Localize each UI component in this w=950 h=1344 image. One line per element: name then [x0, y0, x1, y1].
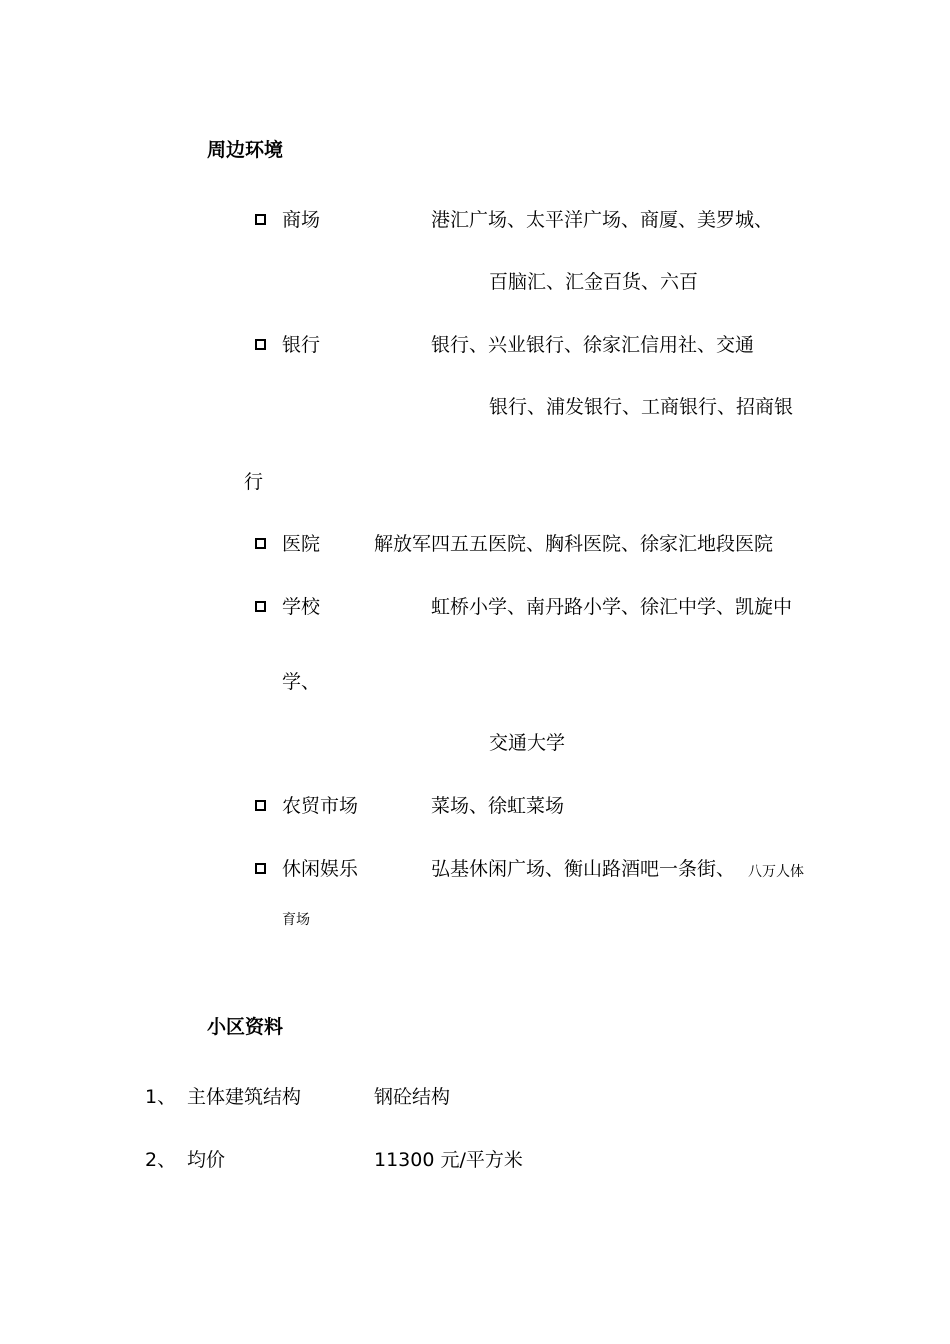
item-value-line: 育场	[282, 912, 310, 928]
list-label: 均价	[187, 1149, 226, 1171]
bullet-box-icon	[255, 601, 266, 612]
bullet-box-icon	[255, 800, 266, 811]
item-label: 医院	[282, 533, 321, 555]
section-heading-surroundings: 周边环境	[207, 139, 284, 161]
section-heading-community: 小区资料	[207, 1016, 284, 1038]
item-label: 商场	[282, 209, 321, 231]
item-value-line: 弘基休闲广场、衡山路酒吧一条街、	[431, 858, 736, 880]
item-value-line: 港汇广场、太平洋广场、商厦、美罗城、	[431, 209, 774, 231]
item-value-line: 虹桥小学、南丹路小学、徐汇中学、凯旋中	[431, 596, 793, 618]
item-label: 学校	[282, 596, 321, 618]
item-value-line: 银行、兴业银行、徐家汇信用社、交通	[431, 334, 755, 356]
list-value: 11300 元/平方米	[374, 1149, 523, 1171]
list-label: 主体建筑结构	[187, 1086, 302, 1108]
item-value-line: 百脑汇、汇金百货、六百	[489, 271, 699, 293]
list-number: 1、	[145, 1086, 177, 1108]
item-value-line: 交通大学	[489, 732, 566, 754]
list-number: 2、	[145, 1149, 177, 1171]
item-label: 农贸市场	[282, 795, 359, 817]
item-label: 休闲娱乐	[282, 858, 359, 880]
item-value-line: 银行、浦发银行、工商银行、招商银	[489, 396, 794, 418]
item-value-line: 解放军四五五医院、胸科医院、徐家汇地段医院	[374, 533, 774, 555]
item-value-line: 学、	[282, 671, 321, 693]
bullet-box-icon	[255, 863, 266, 874]
bullet-box-icon	[255, 538, 266, 549]
item-value-line: 八万人体	[748, 864, 804, 880]
item-value-line: 行	[244, 471, 264, 493]
item-label: 银行	[282, 334, 321, 356]
item-value-line: 菜场、徐虹菜场	[431, 795, 565, 817]
bullet-box-icon	[255, 339, 266, 350]
list-value: 钢砼结构	[374, 1086, 451, 1108]
bullet-box-icon	[255, 214, 266, 225]
